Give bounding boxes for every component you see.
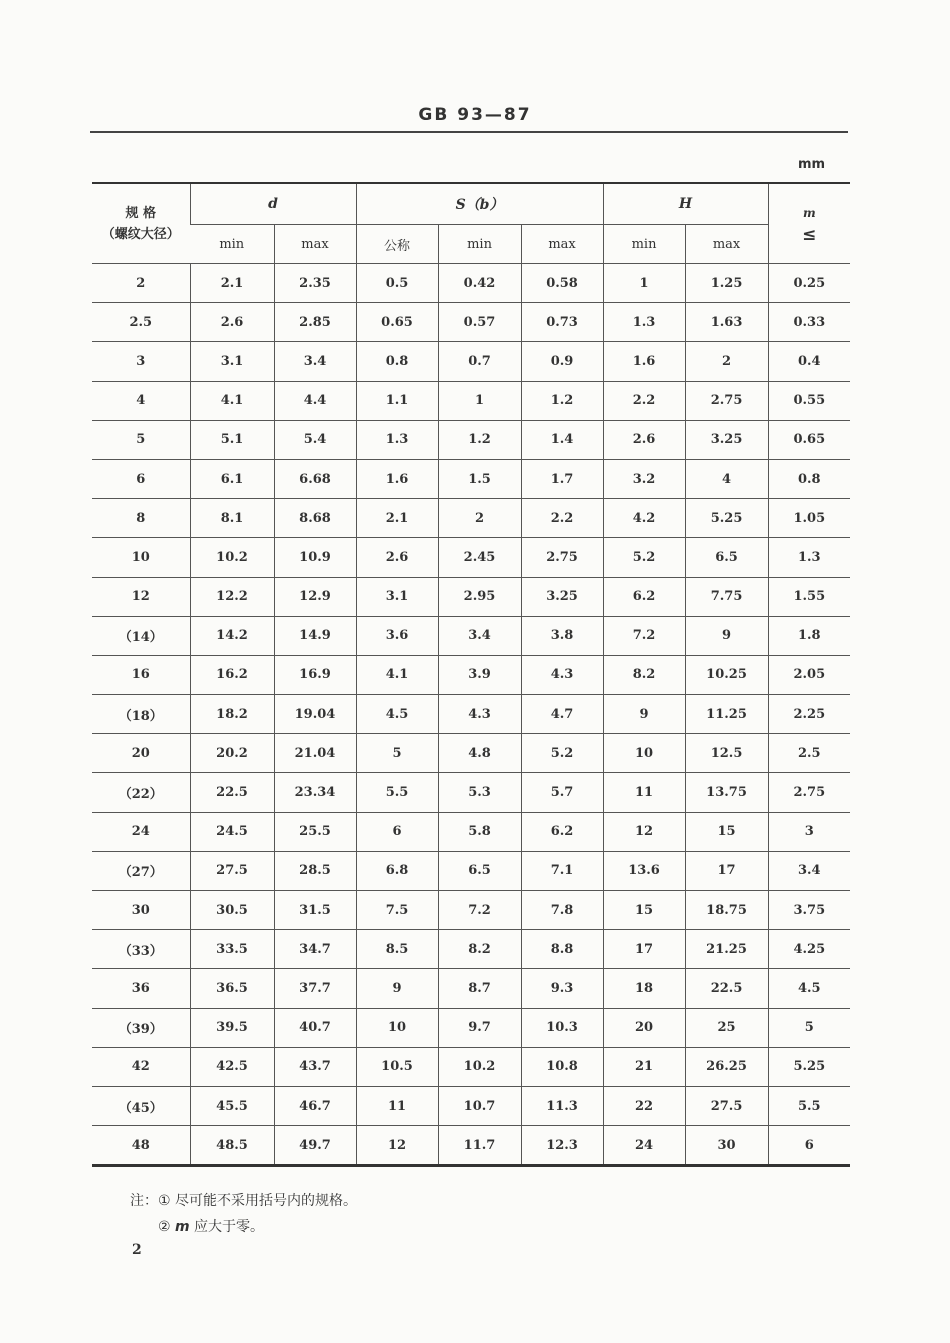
cell-s-nom: 7.5 [356, 891, 438, 930]
cell-h-min: 15 [603, 891, 685, 930]
cell-d-max: 2.35 [274, 264, 356, 303]
cell-d-max: 16.9 [274, 655, 356, 694]
table-row [92, 655, 850, 694]
cell-spec: （45） [92, 1086, 190, 1125]
table-row [92, 264, 850, 303]
cell-d-max: 25.5 [274, 812, 356, 851]
cell-s-nom: 2.6 [356, 538, 438, 577]
cell-s-max: 5.7 [521, 773, 603, 812]
cell-s-min: 10.2 [438, 1047, 521, 1086]
cell-d-max: 21.04 [274, 734, 356, 773]
cell-d-min: 20.2 [190, 734, 274, 773]
cell-s-max: 11.3 [521, 1086, 603, 1125]
cell-d-max: 4.4 [274, 381, 356, 420]
table-body [92, 264, 850, 1166]
standard-id: GB 93—87 [418, 105, 532, 125]
cell-h-min: 1.6 [603, 342, 685, 381]
cell-d-min: 42.5 [190, 1047, 274, 1086]
cell-h-max: 21.25 [685, 930, 768, 969]
cell-s-nom: 1.3 [356, 420, 438, 459]
cell-s-max: 3.25 [521, 577, 603, 616]
cell-s-nom: 6.8 [356, 851, 438, 890]
cell-h-min: 3.2 [603, 459, 685, 498]
cell-s-max: 0.58 [521, 264, 603, 303]
table-row [92, 1086, 850, 1125]
table-row [92, 1008, 850, 1047]
cell-d-min: 39.5 [190, 1008, 274, 1047]
table-row [92, 773, 850, 812]
note-2 [130, 1214, 357, 1240]
cell-d-min: 2.6 [190, 303, 274, 342]
unit-label: mm [798, 157, 826, 172]
table-row [92, 930, 850, 969]
cell-h-min: 22 [603, 1086, 685, 1125]
cell-h-max: 22.5 [685, 969, 768, 1008]
cell-spec: 2.5 [92, 303, 190, 342]
cell-d-min: 48.5 [190, 1126, 274, 1166]
cell-s-max: 1.7 [521, 459, 603, 498]
cell-d-min: 6.1 [190, 459, 274, 498]
cell-s-nom: 10 [356, 1008, 438, 1047]
cell-s-nom: 1.1 [356, 381, 438, 420]
table-row [92, 1126, 850, 1166]
cell-d-min: 5.1 [190, 420, 274, 459]
cell-d-min: 4.1 [190, 381, 274, 420]
cell-s-min: 10.7 [438, 1086, 521, 1125]
cell-spec: 8 [92, 499, 190, 538]
cell-h-max: 13.75 [685, 773, 768, 812]
cell-spec: 10 [92, 538, 190, 577]
cell-spec: 5 [92, 420, 190, 459]
header-rule [90, 131, 848, 133]
cell-spec: 36 [92, 969, 190, 1008]
cell-s-nom: 8.5 [356, 930, 438, 969]
cell-h-max: 27.5 [685, 1086, 768, 1125]
cell-d-min: 45.5 [190, 1086, 274, 1125]
cell-h-min: 17 [603, 930, 685, 969]
cell-d-max: 28.5 [274, 851, 356, 890]
cell-m: 6 [768, 1126, 850, 1166]
cell-d-max: 2.85 [274, 303, 356, 342]
cell-s-min: 8.2 [438, 930, 521, 969]
table-row [92, 969, 850, 1008]
cell-s-max: 10.3 [521, 1008, 603, 1047]
cell-s-max: 2.75 [521, 538, 603, 577]
cell-s-min: 2.95 [438, 577, 521, 616]
cell-h-max: 5.25 [685, 499, 768, 538]
cell-h-min: 6.2 [603, 577, 685, 616]
cell-s-min: 3.4 [438, 616, 521, 655]
table-row [92, 577, 850, 616]
cell-spec: （22） [92, 773, 190, 812]
spec-column-header [92, 183, 190, 264]
cell-s-max: 5.2 [521, 734, 603, 773]
page-number: 2 [132, 1242, 142, 1258]
cell-s-min: 5.3 [438, 773, 521, 812]
cell-s-max: 1.4 [521, 420, 603, 459]
cell-s-nom: 12 [356, 1126, 438, 1166]
cell-s-min: 8.7 [438, 969, 521, 1008]
cell-d-min: 22.5 [190, 773, 274, 812]
cell-s-max: 9.3 [521, 969, 603, 1008]
cell-spec: 24 [92, 812, 190, 851]
spec-sub-label: （螺纹大径） [101, 226, 180, 242]
cell-d-max: 46.7 [274, 1086, 356, 1125]
cell-m: 5.25 [768, 1047, 850, 1086]
cell-s-nom: 3.1 [356, 577, 438, 616]
cell-spec: （14） [92, 616, 190, 655]
washer-dimension-table [92, 182, 850, 1167]
cell-d-max: 14.9 [274, 616, 356, 655]
cell-spec: 16 [92, 655, 190, 694]
cell-s-max: 7.8 [521, 891, 603, 930]
cell-h-max: 4 [685, 459, 768, 498]
cell-h-max: 7.75 [685, 577, 768, 616]
cell-m: 2.05 [768, 655, 850, 694]
cell-s-min: 2.45 [438, 538, 521, 577]
cell-d-min: 18.2 [190, 695, 274, 734]
cell-m: 1.05 [768, 499, 850, 538]
table-row [92, 342, 850, 381]
cell-h-min: 10 [603, 734, 685, 773]
cell-m: 1.3 [768, 538, 850, 577]
cell-s-max: 12.3 [521, 1126, 603, 1166]
cell-h-max: 10.25 [685, 655, 768, 694]
cell-s-min: 9.7 [438, 1008, 521, 1047]
cell-s-max: 6.2 [521, 812, 603, 851]
cell-s-nom: 0.65 [356, 303, 438, 342]
cell-h-max: 6.5 [685, 538, 768, 577]
cell-s-nom: 11 [356, 1086, 438, 1125]
cell-s-nom: 9 [356, 969, 438, 1008]
table-row [92, 734, 850, 773]
s-nominal-header: 公称 [356, 225, 438, 264]
cell-s-min: 0.57 [438, 303, 521, 342]
cell-s-min: 4.3 [438, 695, 521, 734]
cell-d-min: 10.2 [190, 538, 274, 577]
cell-s-min: 3.9 [438, 655, 521, 694]
cell-h-min: 13.6 [603, 851, 685, 890]
cell-s-max: 7.1 [521, 851, 603, 890]
m-label: m [802, 205, 816, 220]
cell-d-min: 27.5 [190, 851, 274, 890]
h-max-header: max [685, 225, 768, 264]
cell-h-min: 2.2 [603, 381, 685, 420]
notes-label: 注： [130, 1193, 158, 1209]
cell-h-max: 1.25 [685, 264, 768, 303]
cell-spec: （39） [92, 1008, 190, 1047]
cell-d-max: 12.9 [274, 577, 356, 616]
table-row [92, 1047, 850, 1086]
cell-m: 1.55 [768, 577, 850, 616]
cell-s-min: 1.2 [438, 420, 521, 459]
cell-spec: 42 [92, 1047, 190, 1086]
cell-s-nom: 5.5 [356, 773, 438, 812]
cell-s-nom: 4.1 [356, 655, 438, 694]
notes [130, 1188, 357, 1240]
cell-s-min: 1 [438, 381, 521, 420]
cell-spec: （18） [92, 695, 190, 734]
cell-m: 0.8 [768, 459, 850, 498]
cell-d-max: 8.68 [274, 499, 356, 538]
cell-h-min: 7.2 [603, 616, 685, 655]
cell-s-min: 11.7 [438, 1126, 521, 1166]
cell-h-max: 3.25 [685, 420, 768, 459]
cell-d-min: 2.1 [190, 264, 274, 303]
note-2-text: 应大于零。 [189, 1219, 265, 1235]
cell-s-max: 4.7 [521, 695, 603, 734]
table-row [92, 459, 850, 498]
cell-h-min: 9 [603, 695, 685, 734]
cell-d-max: 3.4 [274, 342, 356, 381]
spec-label: 规 格 [125, 205, 157, 221]
cell-d-max: 23.34 [274, 773, 356, 812]
table-row [92, 891, 850, 930]
cell-s-min: 4.8 [438, 734, 521, 773]
cell-d-max: 37.7 [274, 969, 356, 1008]
cell-h-max: 12.5 [685, 734, 768, 773]
cell-s-max: 1.2 [521, 381, 603, 420]
cell-h-max: 1.63 [685, 303, 768, 342]
table-row [92, 851, 850, 890]
cell-h-min: 18 [603, 969, 685, 1008]
cell-d-max: 43.7 [274, 1047, 356, 1086]
cell-s-min: 1.5 [438, 459, 521, 498]
table-row [92, 381, 850, 420]
cell-h-min: 1 [603, 264, 685, 303]
cell-m: 0.65 [768, 420, 850, 459]
cell-s-max: 2.2 [521, 499, 603, 538]
cell-m: 3 [768, 812, 850, 851]
cell-s-min: 7.2 [438, 891, 521, 930]
table-row [92, 420, 850, 459]
s-group-header: S（b） [356, 183, 603, 225]
cell-m: 2.25 [768, 695, 850, 734]
cell-spec: 12 [92, 577, 190, 616]
cell-d-min: 33.5 [190, 930, 274, 969]
cell-h-min: 4.2 [603, 499, 685, 538]
cell-s-nom: 6 [356, 812, 438, 851]
cell-d-min: 14.2 [190, 616, 274, 655]
cell-d-min: 24.5 [190, 812, 274, 851]
cell-spec: （33） [92, 930, 190, 969]
cell-s-min: 5.8 [438, 812, 521, 851]
cell-s-min: 0.7 [438, 342, 521, 381]
cell-d-max: 31.5 [274, 891, 356, 930]
cell-m: 1.8 [768, 616, 850, 655]
d-min-header: min [190, 225, 274, 264]
cell-h-max: 30 [685, 1126, 768, 1166]
cell-d-max: 6.68 [274, 459, 356, 498]
cell-h-min: 8.2 [603, 655, 685, 694]
table-row [92, 303, 850, 342]
m-condition: ≤ [802, 224, 817, 245]
h-min-header: min [603, 225, 685, 264]
cell-s-max: 0.9 [521, 342, 603, 381]
cell-d-min: 12.2 [190, 577, 274, 616]
table-row [92, 499, 850, 538]
cell-h-max: 2.75 [685, 381, 768, 420]
cell-d-min: 3.1 [190, 342, 274, 381]
cell-h-max: 17 [685, 851, 768, 890]
h-group-header: H [603, 183, 768, 225]
cell-s-max: 8.8 [521, 930, 603, 969]
s-max-header: max [521, 225, 603, 264]
d-group-header: d [190, 183, 356, 225]
cell-spec: 2 [92, 264, 190, 303]
cell-s-max: 4.3 [521, 655, 603, 694]
cell-s-min: 6.5 [438, 851, 521, 890]
cell-h-min: 20 [603, 1008, 685, 1047]
note-1-text: ① 尽可能不采用括号内的规格。 [158, 1193, 358, 1209]
cell-s-nom: 2.1 [356, 499, 438, 538]
cell-h-max: 26.25 [685, 1047, 768, 1086]
cell-d-max: 10.9 [274, 538, 356, 577]
cell-d-max: 40.7 [274, 1008, 356, 1047]
cell-m: 0.4 [768, 342, 850, 381]
cell-h-max: 15 [685, 812, 768, 851]
cell-h-max: 11.25 [685, 695, 768, 734]
cell-s-max: 0.73 [521, 303, 603, 342]
table-row [92, 812, 850, 851]
cell-d-max: 34.7 [274, 930, 356, 969]
cell-h-min: 5.2 [603, 538, 685, 577]
cell-d-min: 8.1 [190, 499, 274, 538]
cell-d-min: 30.5 [190, 891, 274, 930]
cell-d-max: 5.4 [274, 420, 356, 459]
cell-s-nom: 10.5 [356, 1047, 438, 1086]
cell-m: 0.55 [768, 381, 850, 420]
cell-h-max: 9 [685, 616, 768, 655]
cell-h-min: 24 [603, 1126, 685, 1166]
cell-h-min: 1.3 [603, 303, 685, 342]
cell-spec: 30 [92, 891, 190, 930]
cell-spec: 3 [92, 342, 190, 381]
cell-s-min: 0.42 [438, 264, 521, 303]
cell-m: 4.25 [768, 930, 850, 969]
table-row [92, 616, 850, 655]
d-max-header: max [274, 225, 356, 264]
cell-s-max: 3.8 [521, 616, 603, 655]
table-row [92, 695, 850, 734]
cell-s-nom: 1.6 [356, 459, 438, 498]
cell-d-max: 19.04 [274, 695, 356, 734]
cell-h-min: 2.6 [603, 420, 685, 459]
cell-spec: 6 [92, 459, 190, 498]
cell-m: 2.75 [768, 773, 850, 812]
cell-s-max: 10.8 [521, 1047, 603, 1086]
cell-m: 5.5 [768, 1086, 850, 1125]
cell-s-nom: 3.6 [356, 616, 438, 655]
cell-spec: 48 [131, 1137, 150, 1153]
cell-m: 2.5 [768, 734, 850, 773]
cell-s-nom: 4.5 [356, 695, 438, 734]
cell-s-min: 2 [438, 499, 521, 538]
note-1 [130, 1188, 357, 1214]
cell-spec: （27） [92, 851, 190, 890]
cell-spec: 4 [92, 381, 190, 420]
cell-h-min: 21 [603, 1047, 685, 1086]
cell-m: 5 [768, 1008, 850, 1047]
cell-h-min: 11 [603, 773, 685, 812]
cell-m: 0.33 [768, 303, 850, 342]
s-min-header: min [438, 225, 521, 264]
cell-h-max: 18.75 [685, 891, 768, 930]
m-column-header [768, 183, 850, 264]
cell-spec: 20 [92, 734, 190, 773]
cell-s-nom: 5 [356, 734, 438, 773]
table-row [92, 538, 850, 577]
note-2-prefix: ② [158, 1219, 176, 1235]
note-2-m: m [175, 1219, 190, 1235]
cell-h-min: 12 [603, 812, 685, 851]
cell-s-nom: 0.5 [356, 264, 438, 303]
cell-d-min: 36.5 [190, 969, 274, 1008]
cell-d-max: 49.7 [274, 1126, 356, 1166]
cell-m: 4.5 [768, 969, 850, 1008]
cell-h-max: 25 [685, 1008, 768, 1047]
cell-m: 3.75 [768, 891, 850, 930]
cell-m: 0.25 [768, 264, 850, 303]
cell-d-min: 16.2 [190, 655, 274, 694]
cell-s-nom: 0.8 [356, 342, 438, 381]
cell-h-max: 2 [685, 342, 768, 381]
cell-m: 3.4 [768, 851, 850, 890]
